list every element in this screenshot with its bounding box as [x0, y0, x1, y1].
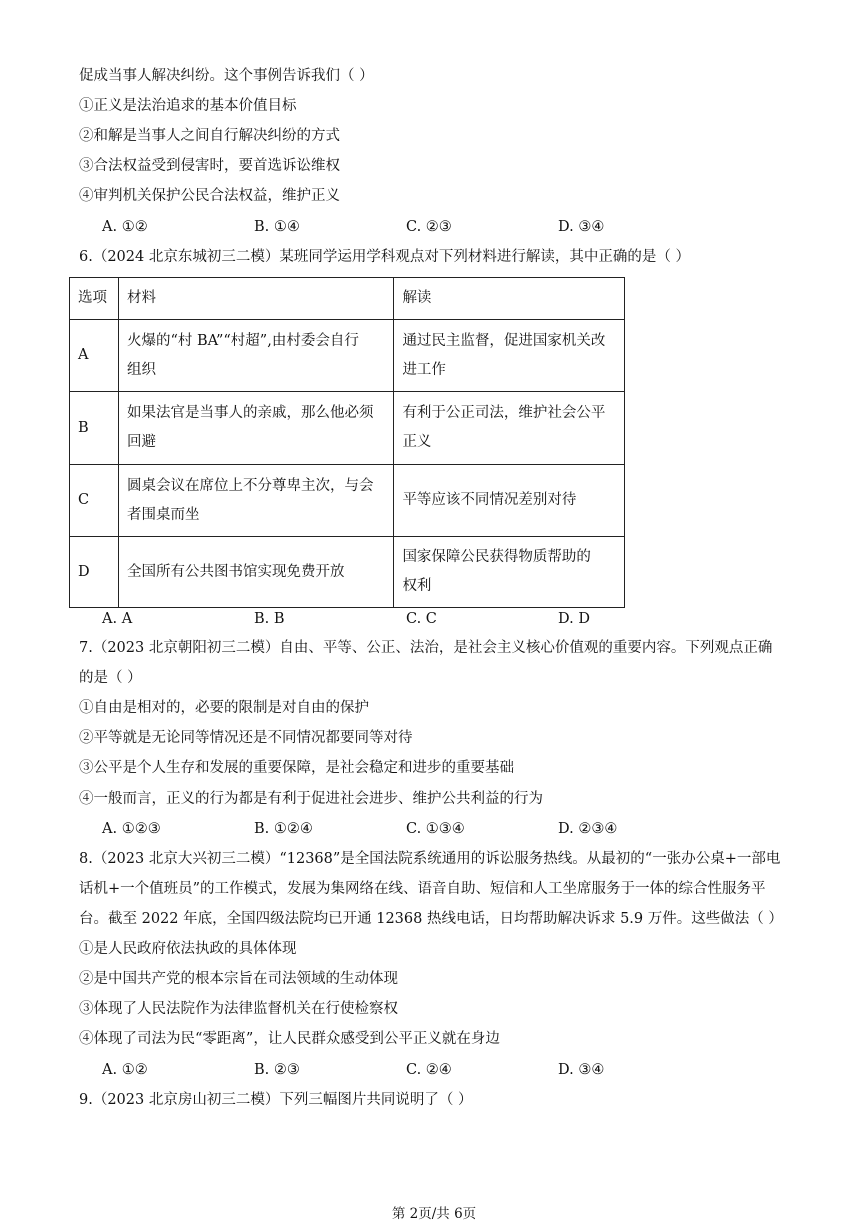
q7-options [102, 819, 710, 839]
reading-line: 有利于公正司法，维护社会公平 [402, 405, 606, 421]
row-reading [394, 392, 625, 465]
q8-item-1: ①是人民政府依法执政的具体体现 [79, 941, 297, 957]
row-option: D [70, 537, 119, 608]
q7-option-d: D. ②③④ [558, 821, 618, 837]
q8-option-c: C. ②④ [406, 1062, 452, 1078]
q5-option-a: A. ①② [102, 219, 148, 235]
table-row [70, 392, 625, 465]
row-reading [394, 320, 625, 392]
header-reading: 解读 [394, 278, 625, 320]
q6-option-a: A. A [102, 611, 133, 627]
reading-line: 正义 [402, 434, 432, 450]
row-material [118, 465, 393, 537]
reading-line: 国家保障公民获得物质帮助的 [402, 549, 591, 565]
q7-option-a: A. ①②③ [102, 821, 161, 837]
q8-item-4: ④体现了司法为民“零距离”，让人民群众感受到公平正义就在身边 [79, 1031, 500, 1047]
material-line: 组织 [126, 361, 156, 378]
q6-option-d: D. D [558, 611, 590, 627]
q6-stem: 6.（2024 北京东城初三二模）某班同学运用学科观点对下列材料进行解读，其中正确的是（ ） [79, 249, 690, 265]
q5-option-d: D. ③④ [558, 219, 605, 235]
q6-option-b: B. B [254, 611, 285, 627]
reading-line: 权利 [402, 578, 432, 594]
material-line: 火爆的“村 BA”“村超”,由村委会自行 [126, 332, 359, 349]
q5-stem-tail: 促成当事人解决纠纷。这个事例告诉我们（ ） [79, 68, 374, 84]
q8-option-b: B. ②③ [254, 1062, 300, 1078]
q7-item-3: ③公平是个人生存和发展的重要保障，是社会稳定和进步的重要基础 [79, 760, 514, 776]
q5-item-4: ④审判机关保护公民合法权益，维护正义 [79, 188, 340, 204]
material-line: 圆桌会议在席位上不分尊卑主次，与会 [126, 477, 374, 494]
q9-stem: 9.（2023 北京房山初三二模）下列三幅图片共同说明了（ ） [79, 1092, 473, 1108]
q8-stem-line-2: 话机+一个值班员”的工作模式，发展为集网络在线、语音自助、短信和人工坐席服务于一体的综合性服务平 [79, 881, 766, 897]
material-line: 全国所有公共图书馆实现免费开放 [126, 563, 345, 580]
q7-item-2: ②平等就是无论同等情况还是不同情况都要同等对待 [79, 730, 413, 746]
q6-option-c: C. C [406, 611, 437, 627]
q6-options [102, 609, 710, 629]
table-header-row [70, 278, 625, 320]
q7-stem-line-1: 7.（2023 北京朝阳初三二模）自由、平等、公正、法治，是社会主义核心价值观的重要内容。下列观点正确 [79, 640, 773, 656]
q8-option-d: D. ③④ [558, 1062, 605, 1078]
page-number: 第 2页/共 6页 [391, 1206, 477, 1222]
q8-option-a: A. ①② [102, 1062, 148, 1078]
q5-option-c: C. ②③ [406, 219, 452, 235]
row-material [118, 320, 393, 392]
q8-item-2: ②是中国共产党的根本宗旨在司法领域的生动体现 [79, 971, 398, 987]
q8-options [102, 1060, 710, 1080]
q8-stem-line-3: 台。截至 2022 年底，全国四级法院均已开通 12368 热线电话，日均帮助解决诉求 5.9 万件。这些做法（ ） [79, 911, 783, 927]
q5-item-3: ③合法权益受到侵害时，要首选诉讼维权 [79, 158, 340, 174]
row-material [118, 537, 393, 608]
reading-line: 平等应该不同情况差别对待 [402, 492, 577, 508]
material-line: 者围桌而坐 [126, 506, 200, 523]
q8-stem-line-1: 8.（2023 北京大兴初三二模）“12368”是全国法院系统通用的诉讼服务热线。从最初的“一张办公桌+一部电 [79, 851, 781, 867]
q5-option-b: B. ①④ [254, 219, 300, 235]
q7-item-4: ④一般而言，正义的行为都是有利于促进社会进步、维护公共利益的行为 [79, 791, 543, 807]
q7-stem-line-2: 的是（ ） [79, 670, 142, 686]
q6-table [69, 277, 625, 608]
q5-item-1: ①正义是法治追求的基本价值目标 [79, 98, 297, 114]
row-material [118, 392, 393, 465]
reading-line: 通过民主监督，促进国家机关改 [402, 332, 606, 349]
q7-option-b: B. ①②④ [254, 821, 313, 837]
material-line: 如果法官是当事人的亲戚，那么他必须 [126, 405, 374, 421]
row-option: B [70, 392, 119, 465]
q5-item-2: ②和解是当事人之间自行解决纠纷的方式 [79, 128, 340, 144]
header-option: 选项 [70, 278, 119, 320]
q8-item-3: ③体现了人民法院作为法律监督机关在行使检察权 [79, 1001, 398, 1017]
row-option: A [70, 320, 119, 392]
row-reading [394, 465, 625, 537]
q7-option-c: C. ①③④ [406, 821, 465, 837]
q7-item-1: ①自由是相对的，必要的限制是对自由的保护 [79, 700, 369, 716]
table-row [70, 320, 625, 392]
table-row [70, 465, 625, 537]
q5-options [102, 217, 710, 237]
reading-line: 进工作 [402, 361, 446, 378]
row-reading [394, 537, 625, 608]
row-option: C [70, 465, 119, 537]
header-material: 材料 [118, 278, 393, 320]
material-line: 回避 [126, 434, 156, 450]
table-row [70, 537, 625, 608]
